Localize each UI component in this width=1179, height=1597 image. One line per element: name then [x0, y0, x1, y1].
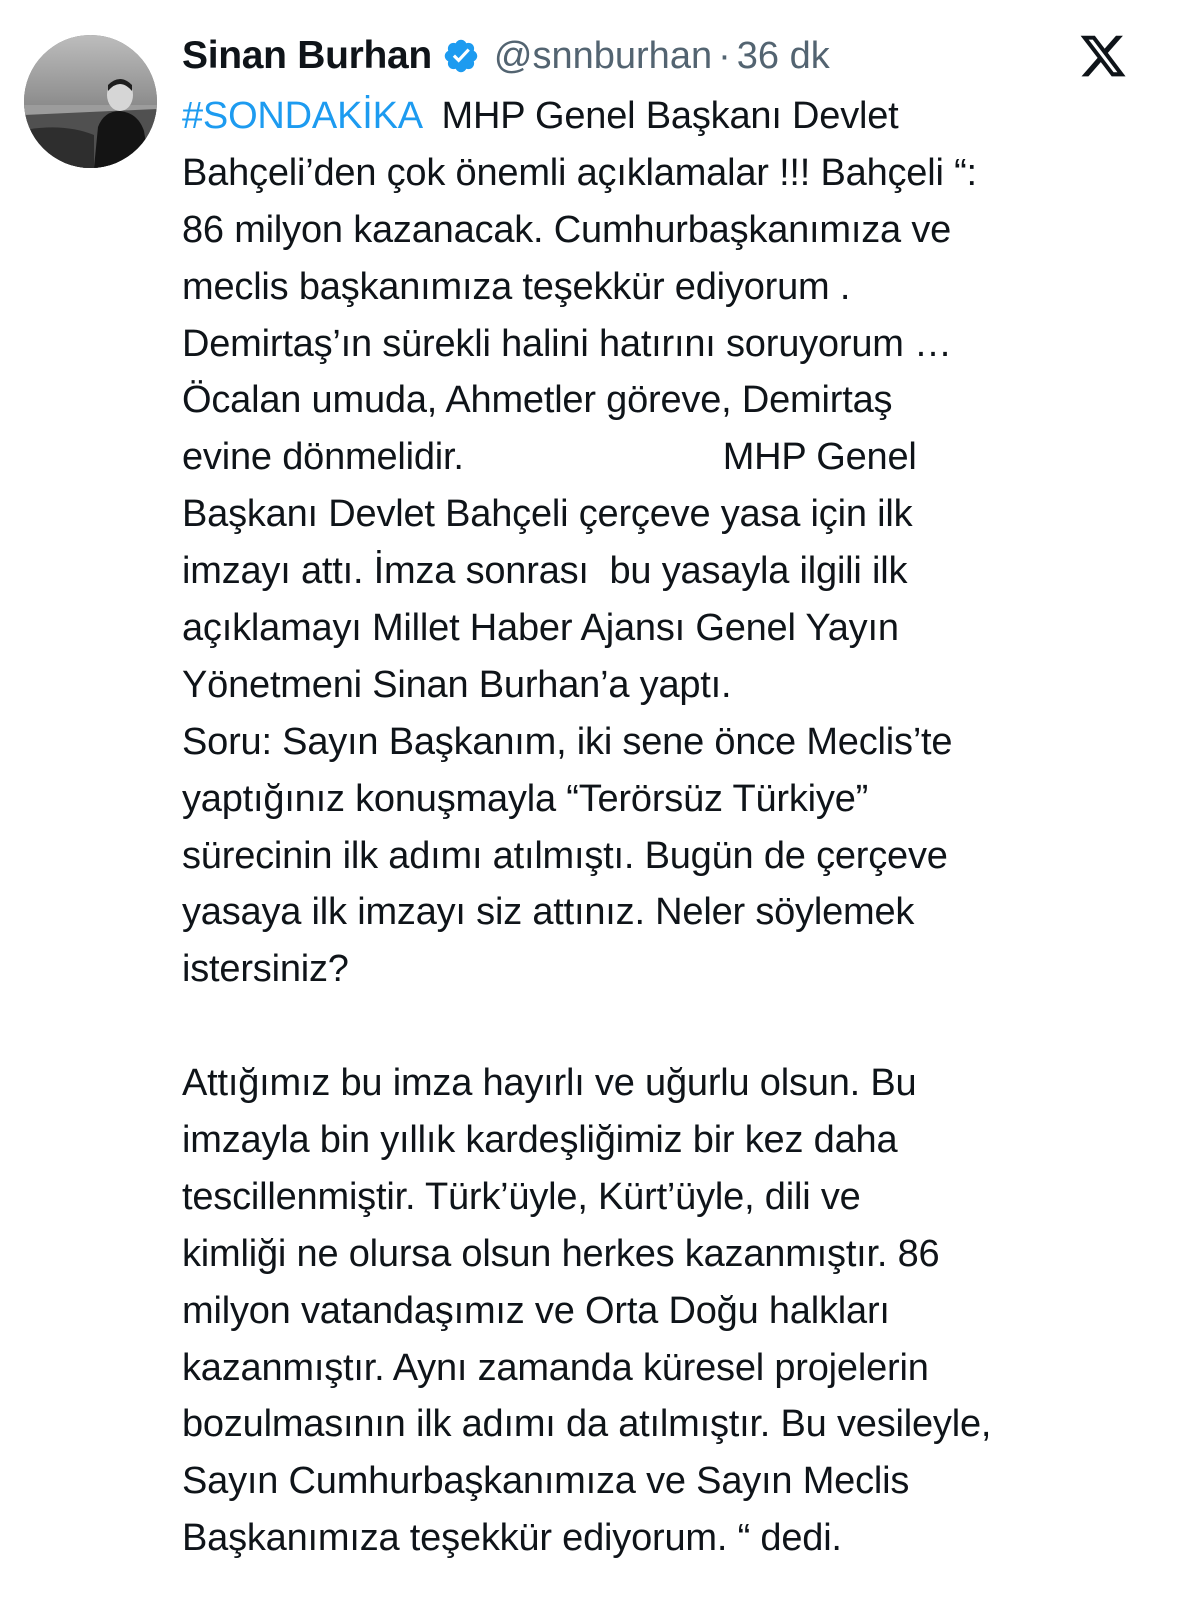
- author-name[interactable]: Sinan Burhan: [182, 34, 432, 77]
- x-logo-icon[interactable]: [1078, 31, 1128, 81]
- tweet-line: Öcalan umuda, Ahmetler göreve, Demirtaş: [182, 379, 893, 422]
- tweet-line: yaptığınız konuşmayla “Terörsüz Türkiye”: [182, 777, 869, 820]
- tweet-line: Başkanı Devlet Bahçeli çerçeve yasa için ilk: [182, 493, 913, 536]
- tweet-line: Sayın Cumhurbaşkanımıza ve Sayın Meclis: [182, 1460, 910, 1503]
- tweet-line: meclis başkanımıza teşekkür ediyorum .: [182, 265, 851, 308]
- tweet-line: istersiniz?: [182, 948, 349, 991]
- tweet-line: Başkanımıza teşekkür ediyorum. “ dedi.: [182, 1517, 842, 1560]
- tweet-line: açıklamayı Millet Haber Ajansı Genel Yayın: [182, 607, 899, 650]
- tweet-timestamp[interactable]: 36 dk: [736, 34, 830, 77]
- author-handle[interactable]: @snnburhan: [493, 34, 713, 77]
- tweet-line: tescillenmiştir. Türk’üyle, Kürt’üyle, dili ve: [182, 1175, 861, 1218]
- tweet-line: kazanmıştır. Aynı zamanda küresel projelerin: [182, 1346, 929, 1389]
- tweet-line: milyon vatandaşımız ve Orta Doğu halkları: [182, 1289, 890, 1332]
- tweet-line: 86 milyon kazanacak. Cumhurbaşkanımıza ve: [182, 208, 952, 251]
- tweet-lines: [182, 145, 1142, 1567]
- tweet-line: Demirtaş’ın sürekli halini hatırını soruyorum …: [182, 322, 952, 365]
- tweet-line: [182, 998, 1142, 1055]
- tweet-text: [182, 88, 1142, 1567]
- tweet-line: yasaya ilk imzayı siz attınız. Neler söylemek: [182, 891, 915, 934]
- tweet-line: Yönetmeni Sinan Burhan’a yaptı.: [182, 663, 732, 706]
- tweet-line: imzayı attı. İmza sonrası bu yasayla ilgili ilk: [182, 550, 908, 593]
- avatar-photo: [24, 35, 157, 168]
- verified-badge-icon: [442, 37, 480, 75]
- tweet-line: Soru: Sayın Başkanım, iki sene önce Meclis’te: [182, 720, 953, 763]
- meta-separator: ·: [718, 34, 731, 77]
- tweet-line: bozulmasının ilk adımı da atılmıştır. Bu vesileyle,: [182, 1403, 992, 1446]
- tweet-header: [182, 28, 830, 84]
- author-avatar[interactable]: [24, 35, 157, 168]
- tweet-line: sürecinin ilk adımı atılmıştı. Bugün de çerçeve: [182, 834, 948, 877]
- tweet-line-first: [182, 88, 1142, 145]
- tweet-line-rest: MHP Genel Başkanı Devlet: [420, 95, 899, 137]
- tweet-line: kimliği ne olursa olsun herkes kazanmıştır. 86: [182, 1232, 940, 1275]
- tweet-line: evine dönmelidir. MHP Genel: [182, 436, 917, 479]
- tweet-line: imzayla bin yıllık kardeşliğimiz bir kez daha: [182, 1119, 898, 1162]
- hashtag-link[interactable]: #SONDAKİKA: [182, 95, 421, 137]
- tweet-line: Attığımız bu imza hayırlı ve uğurlu olsun. Bu: [182, 1062, 917, 1105]
- tweet-line: Bahçeli’den çok önemli açıklamalar !!! Bahçeli “:: [182, 151, 977, 194]
